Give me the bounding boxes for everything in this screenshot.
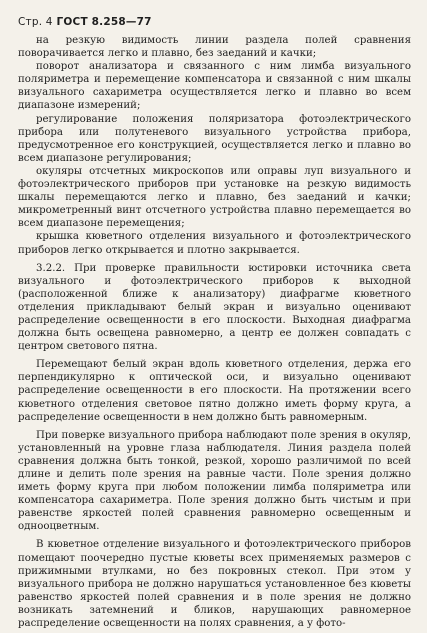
paragraph-5: крышка кюветного отделения визуального и фотоэлектрического приборов легко открывается и плотно закрывается. [18,231,411,256]
paragraph-6: 3.2.2. При проверке правильности юстировки источника света визуального и фотоэлектрического приборов к выходной (расположенной ближе к анализатору) диафрагме кюветного отделения прикладывают белый экран и визуально оценивают распределение освещенности в его плоскости. Выходная диафрагма должна быть освещена равномерно, а центр ее должен совпадать с центром светового пятна. [18,262,411,353]
standard-number: ГОСТ 8.258—77 [56,16,152,28]
paragraph-9: В кюветное отделение визуального и фотоэлектрического приборов помещают поочередно пустые кюветы всех применяемых размеров с прижимными втулками, но без покровных стекол. При этом у визуального прибора не должно нарушаться установленное без кюветы равенство яркостей полей сравнения и в поле зрения не должно возникать затемнений и бликов, нарушающих равномерное распределение освещенности на полях сравнения, а у фото- [18,539,411,630]
page-header [18,16,411,28]
paragraph-8: При поверке визуального прибора наблюдают поле зрения в окуляр, установленный на уровне глаза наблюдателя. Линия раздела полей сравнения должна быть тонкой, резкой, хорошо различимой по всей длине и делить поле зрения на равные части. Поле зрения должно иметь форму круга при любом положении лимба поляриметра или компенсатора сахариметра. Поле зрения должно быть чистым и при равенстве яркостей полей сравнения равномерно освещенным и однооцветным. [18,429,411,533]
paragraph-2: поворот анализатора и связанного с ним лимба визуального поляриметра и перемещение компенсатора и связанной с ним шкалы визуального сахариметра осуществляется легко и плавно во всем диапазоне измерений; [18,61,411,112]
document-body [18,34,411,630]
paragraph-7: Перемещают белый экран вдоль кюветного отделения, держа его перпендикулярно к оптической оси, и визуально оценивают распределение освещенности в его плоскости. На протяжении всего кюветного отделения световое пятно должно иметь форму круга, а распределение освещенности в нем должно быть равномерным. [18,359,411,423]
page-number: Стр. 4 [18,16,53,28]
paragraph-4: окуляры отсчетных микроскопов или оправы луп визуального и фотоэлектрического приборов при установке на резкую видимость шкалы перемещаются легко и плавно, без заеданий и качки; микрометренный винт отсчетного устройства плавно перемещается во всем диапазоне перемещения; [18,165,411,230]
paragraph-1: на резкую видимость линии раздела полей сравнения поворачивается легко и плавно, без заеданий и качки; [18,35,411,60]
paragraph-3: регулирование положения поляризатора фотоэлектрического прибора или полутеневого визуального устройства прибора, предусмотренное его конструкцией, осуществляется легко и плавно во всем диапазоне регулирования; [18,113,411,164]
